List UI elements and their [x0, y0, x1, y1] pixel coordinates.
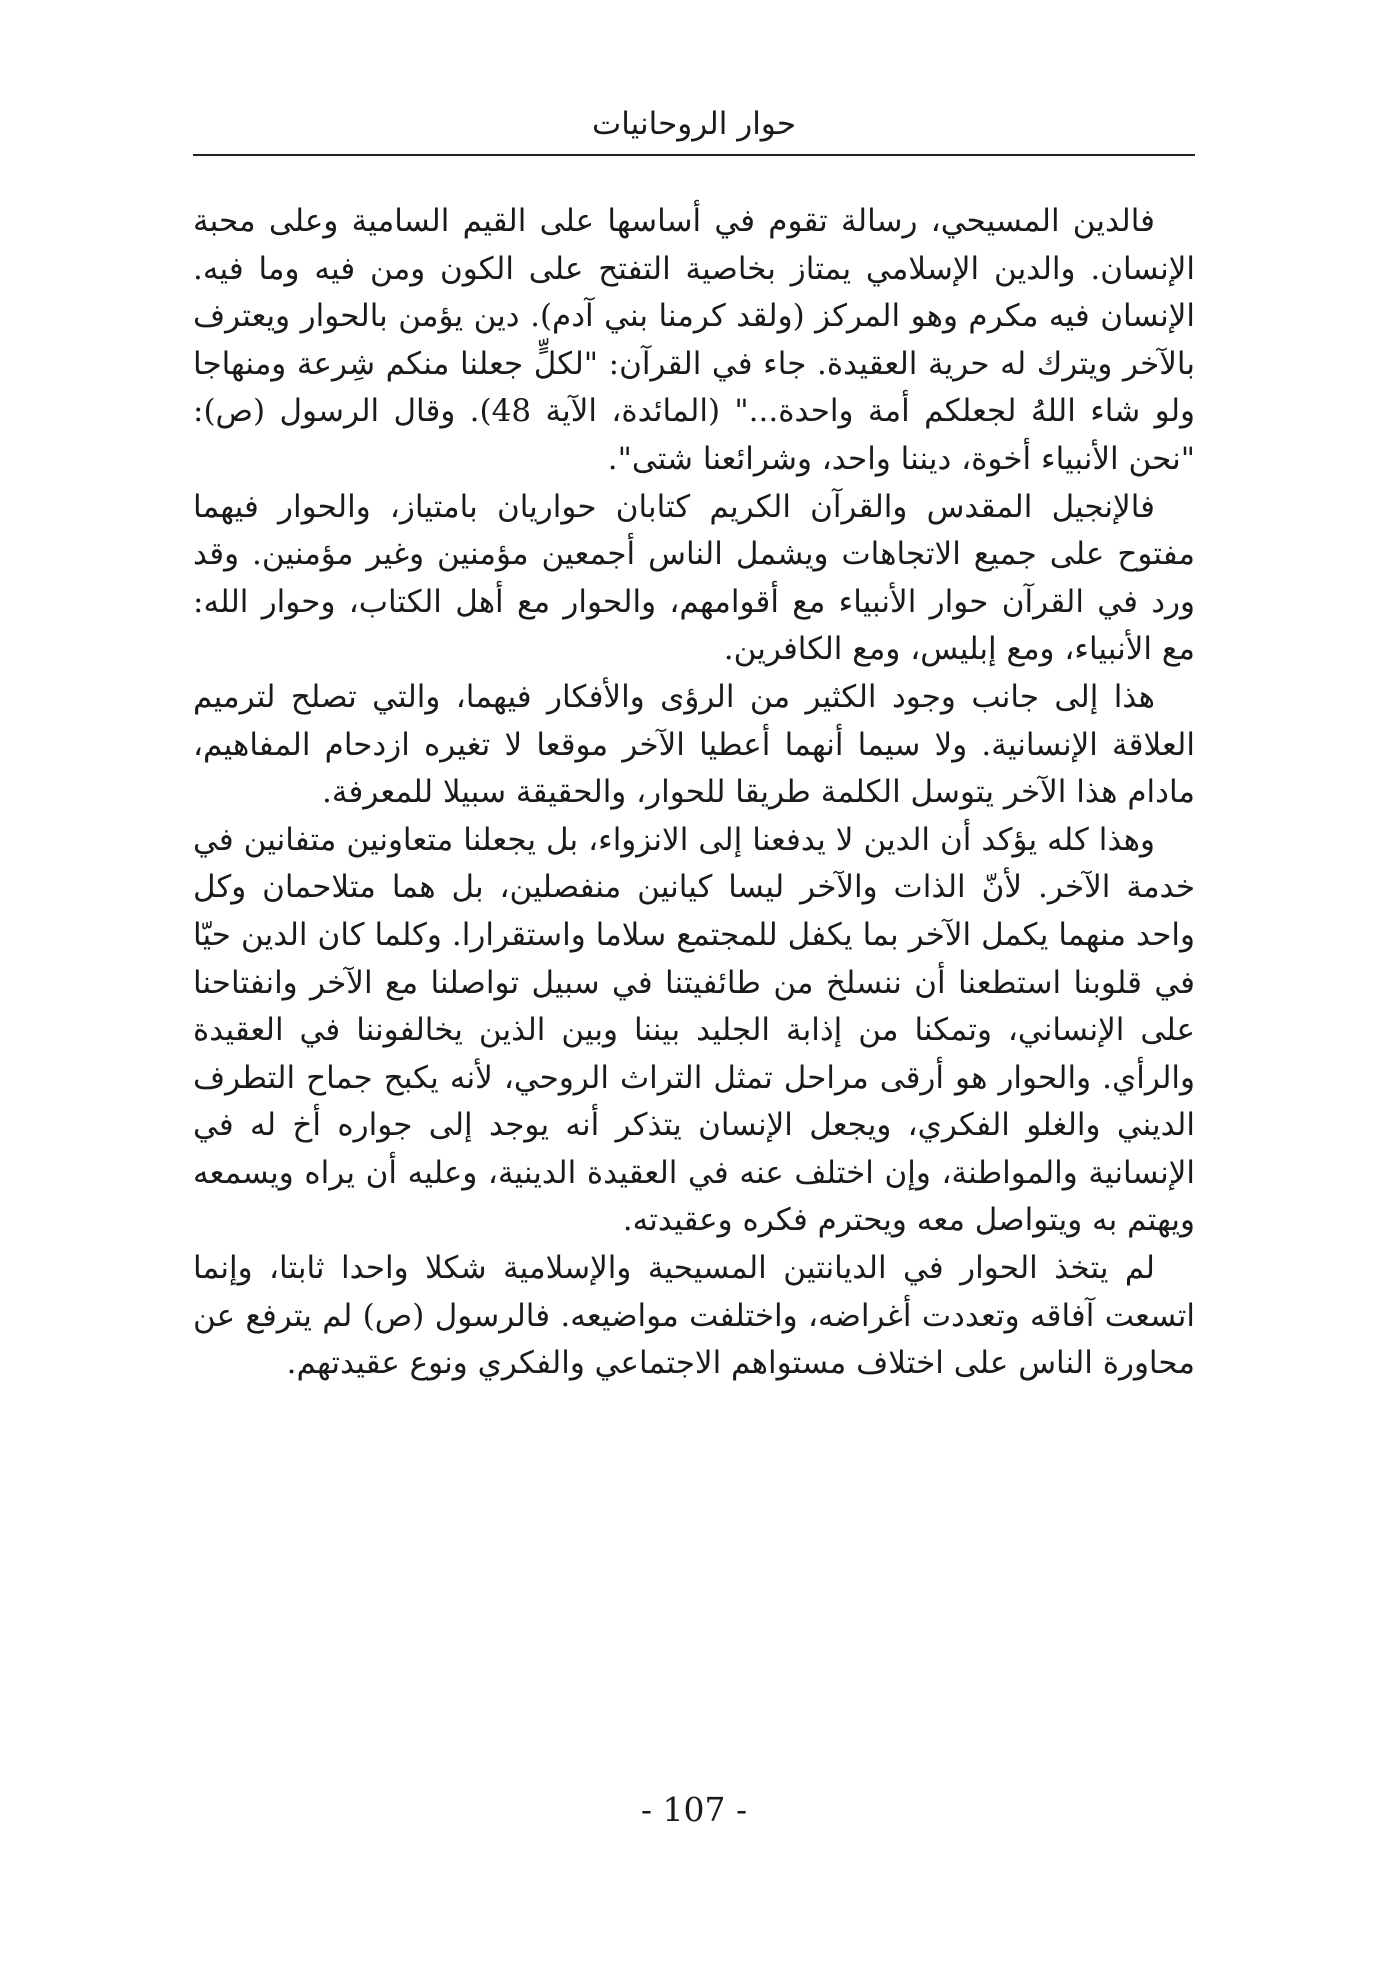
- paragraph: فالإنجيل المقدس والقرآن الكريم كتابان حواريان بامتياز، والحوار فيهما مفتوح على جميع الاتجاهات ويشمل الناس أجمعين مؤمنين وغير مؤمنين. وقد ورد في القرآن حوار الأنبياء مع أقوامهم، والحوار مع أهل الكتاب، وحوار الله: مع الأنبياء، ومع إبليس، ومع الكافرين.: [193, 488, 1195, 668]
- paragraph: هذا إلى جانب وجود الكثير من الرؤى والأفكار فيهما، والتي تصلح لترميم العلاقة الإنسانية. ولا سيما أنهما أعطيا الآخر موقعا لا تغيره ازدحام المفاهيم، مادام هذا الآخر يتوسل الكلمة طريقا للحوار، والحقيقة سبيلا للمعرفة.: [193, 678, 1195, 811]
- paragraph: وهذا كله يؤكد أن الدين لا يدفعنا إلى الانزواء، بل يجعلنا متعاونين متفانين في خدمة الآخر. لأنّ الذات والآخر ليسا كيانين منفصلين، بل هما متلاحمان وكل واحد منهما يكمل الآخر بما يكفل للمجتمع سلاما واستقرارا. وكلما كان الدين حيّا في قلوبنا استطعنا أن ننسلخ من طائفيتنا في سبيل تواصلنا مع الآخر وانفتاحنا على الإنساني، وتمكنا من إذابة الجليد بيننا وبين الذين يخالفوننا في العقيدة والرأي. والحوار هو أرقى مراحل تمثل التراث الروحي، لأنه يكبح جماح التطرف الديني والغلو الفكري، ويجعل الإنسان يتذكر أنه يوجد إلى جواره أخ له في الإنسانية والمواطنة، وإن اختلف عنه في العقيدة الدينية، وعليه أن يراه ويسمعه ويهتم به ويتواصل معه ويحترم فكره وعقيدته.: [193, 821, 1195, 1239]
- running-header-title: حوار الروحانيات: [592, 106, 796, 142]
- page-number: - 107 -: [640, 1790, 748, 1829]
- paragraph: لم يتخذ الحوار في الديانتين المسيحية والإسلامية شكلا واحدا ثابتا، وإنما اتسعت آفاقه وتعددت أغراضه، واختلفت مواضيعه. فالرسول (ص) لم يترفع عن محاورة الناس على اختلاف مستواهم الاجتماعي والفكري ونوع عقيدتهم.: [193, 1250, 1195, 1382]
- body-text: [193, 198, 1195, 1388]
- paragraph: فالدين المسيحي، رسالة تقوم في أساسها على القيم السامية وعلى محبة الإنسان. والدين الإسلامي يمتاز بخاصية التفتح على الكون ومن فيه وما فيه. الإنسان فيه مكرم وهو المركز (ولقد كرمنا بني آدم). دين يؤمن بالحوار ويعترف بالآخر ويترك له حرية العقيدة. جاء في القرآن: "لكلٍّ جعلنا منكم شِرعة ومنهاجا ولو شاء اللهُ لجعلكم أمة واحدة..." (المائدة، الآية 48). وقال الرسول (ص): "نحن الأنبياء أخوة، ديننا واحد، وشرائعنا شتى".: [193, 203, 1195, 477]
- header-divider: [193, 154, 1195, 156]
